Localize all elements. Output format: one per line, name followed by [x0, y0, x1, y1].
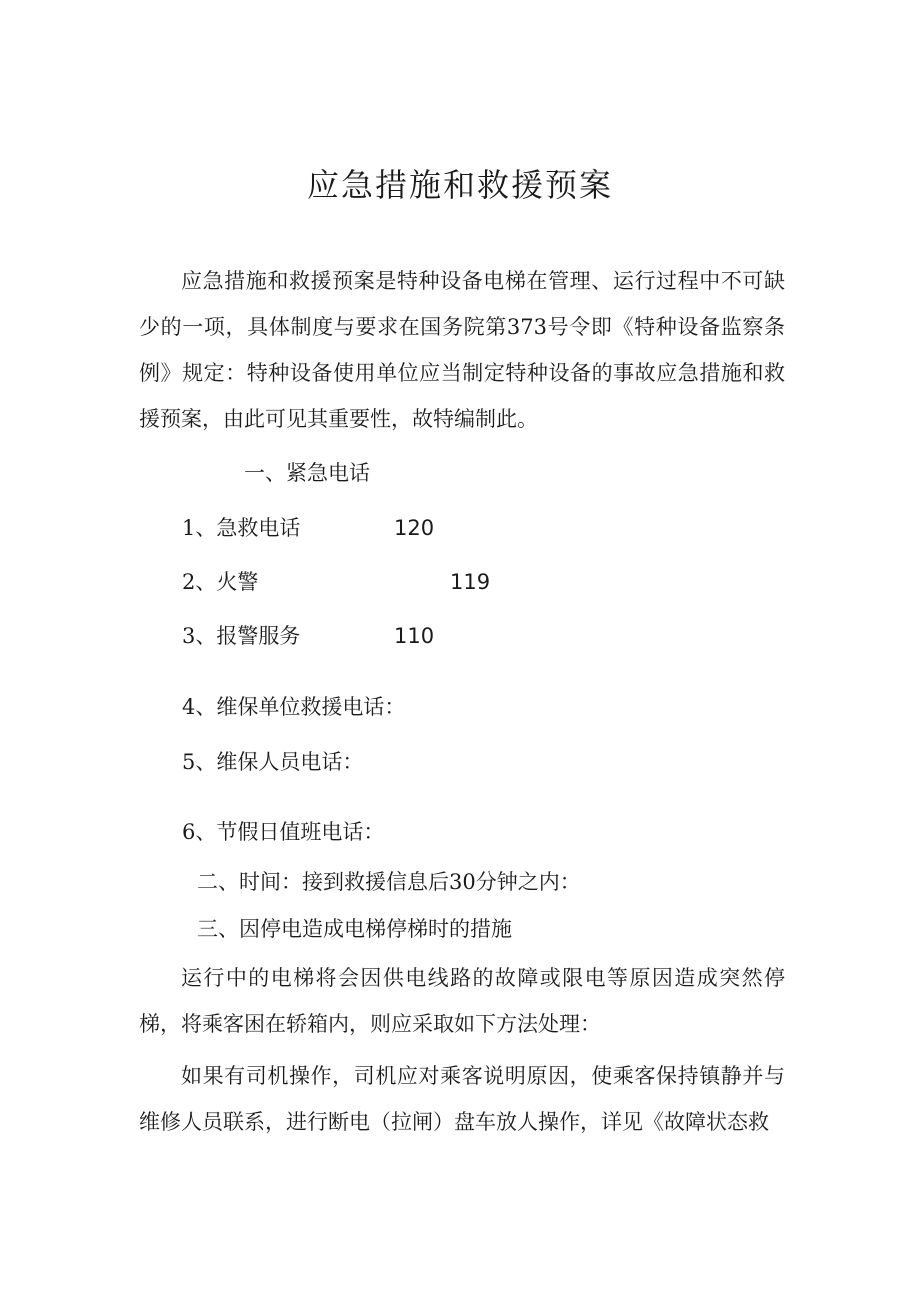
section3-paragraph: 运行中的电梯将会因供电线路的故障或限电等原因造成突然停梯，将乘客困在轿箱内，则应采取如下方法处理：	[139, 966, 785, 1036]
section2-heading: 二、时间：接到救援信息后30分钟之内：	[197, 870, 581, 894]
phone-item-number: 110	[394, 624, 435, 648]
document-title: 应急措施和救援预案	[306, 166, 613, 204]
section1-heading: 一、紧急电话	[244, 461, 370, 485]
phone-item-label: 3、报警服务	[182, 624, 301, 648]
phone-item-number: 120	[394, 516, 435, 540]
section3-heading: 三、因停电造成电梯停梯时的措施	[197, 917, 512, 941]
phone-item-label: 1、急救电话	[182, 516, 301, 540]
phone-item-label: 5、维保人员电话：	[182, 750, 364, 774]
intro-paragraph: 应急措施和救援预案是特种设备电梯在管理、运行过程中不可缺少的一项，具体制度与要求在国务院第373号令即《特种设备监察条例》规定：特种设备使用单位应当制定特种设备的事故应急措施和救援预案，由此可见其重要性，故特编制此。	[139, 269, 785, 431]
phone-item-label: 4、维保单位救援电话：	[182, 695, 406, 719]
phone-item-label: 2、火警	[182, 570, 259, 594]
section3-paragraph: 如果有司机操作，司机应对乘客说明原因，使乘客保持镇静并与维修人员联系，进行断电（拉闸）盘车放人操作，详见《故障状态救	[139, 1064, 785, 1134]
phone-item-number: 119	[450, 570, 491, 594]
phone-item-label: 6、节假日值班电话：	[182, 820, 385, 844]
